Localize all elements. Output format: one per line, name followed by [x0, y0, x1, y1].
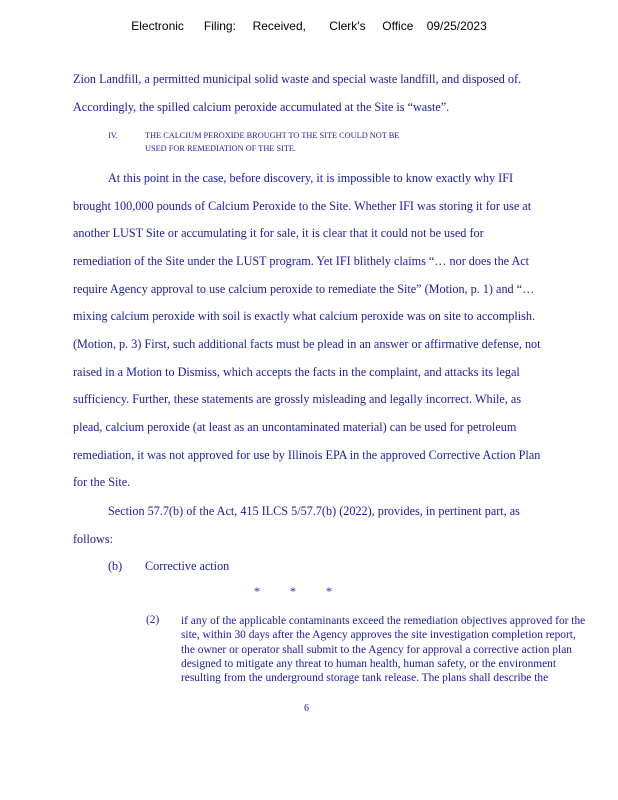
filing-stamp-header: Electronic Filing: Received, Clerk's Office 09/25/2023 — [131, 19, 487, 33]
section-heading-line-2: USED FOR REMEDIATION OF THE SITE. — [145, 144, 297, 153]
body-line-12: plead, calcium peroxide (at least as an uncontaminated material) can be used for petroleum — [73, 420, 517, 434]
body-line-14: for the Site. — [73, 475, 131, 489]
body-line-1: Zion Landfill, a permitted municipal solid waste and special waste landfill, and disposed of. — [73, 72, 522, 86]
body-line-15: Section 57.7(b) of the Act, 415 ILCS 5/57.7(b) (2022), provides, in pertinent part, as — [108, 504, 520, 518]
body-line-4: brought 100,000 pounds of Calcium Peroxide to the Site. Whether IFI was storing it for use at — [73, 199, 532, 213]
body-line-11: sufficiency. Further, these statements are grossly misleading and legally incorrect. While, as — [73, 392, 522, 406]
omission-stars — [254, 584, 362, 599]
statute-quote: if any of the applicable contaminants exceed the remediation objectives approved for the site, within 30 days after the Agency approves the site investigation completion report, the owner or operator shall submit to the Agency for approval a corrective action plan designed to mitigate any threat to human health, human safety, or the environment resulting from the underground storage tank release. The plans shall describe the — [181, 615, 586, 685]
body-line-5: another LUST Site or accumulating it for sale, it is clear that it could not be used for — [73, 226, 484, 240]
body-line-16: follows: — [73, 532, 113, 546]
body-line-9: (Motion, p. 3) First, such additional facts must be plead in an answer or affirmative defense, not — [73, 337, 541, 351]
body-line-3: At this point in the case, before discovery, it is impossible to know exactly why IFI — [108, 171, 514, 185]
body-line-8: mixing calcium peroxide with soil is exactly what calcium peroxide was on site to accomplish. — [73, 309, 535, 323]
page-number: 6 — [304, 703, 309, 714]
body-line-13: remediation, it was not approved for use by Illinois EPA in the approved Corrective Action Plan — [73, 448, 541, 462]
subsection-title: Corrective action — [145, 559, 230, 573]
body-line-10: raised in a Motion to Dismiss, which accepts the facts in the complaint, and attacks its legal — [73, 365, 520, 379]
quote-item-number: (2) — [146, 614, 160, 626]
body-line-7: require Agency approval to use calcium peroxide to remediate the Site” (Motion, p. 1) and “… — [73, 282, 535, 296]
star-1: * — [254, 584, 260, 598]
star-3: * — [326, 584, 332, 598]
star-2: * — [290, 584, 296, 598]
section-heading-number: IV. — [108, 131, 118, 140]
subsection-label: (b) — [108, 559, 123, 573]
section-heading-line-1: THE CALCIUM PEROXIDE BROUGHT TO THE SITE COULD NOT BE — [145, 131, 400, 140]
body-line-6: remediation of the Site under the LUST program. Yet IFI blithely claims “… nor does the Act — [73, 254, 530, 268]
body-line-2: Accordingly, the spilled calcium peroxide accumulated at the Site is “waste”. — [73, 100, 450, 114]
